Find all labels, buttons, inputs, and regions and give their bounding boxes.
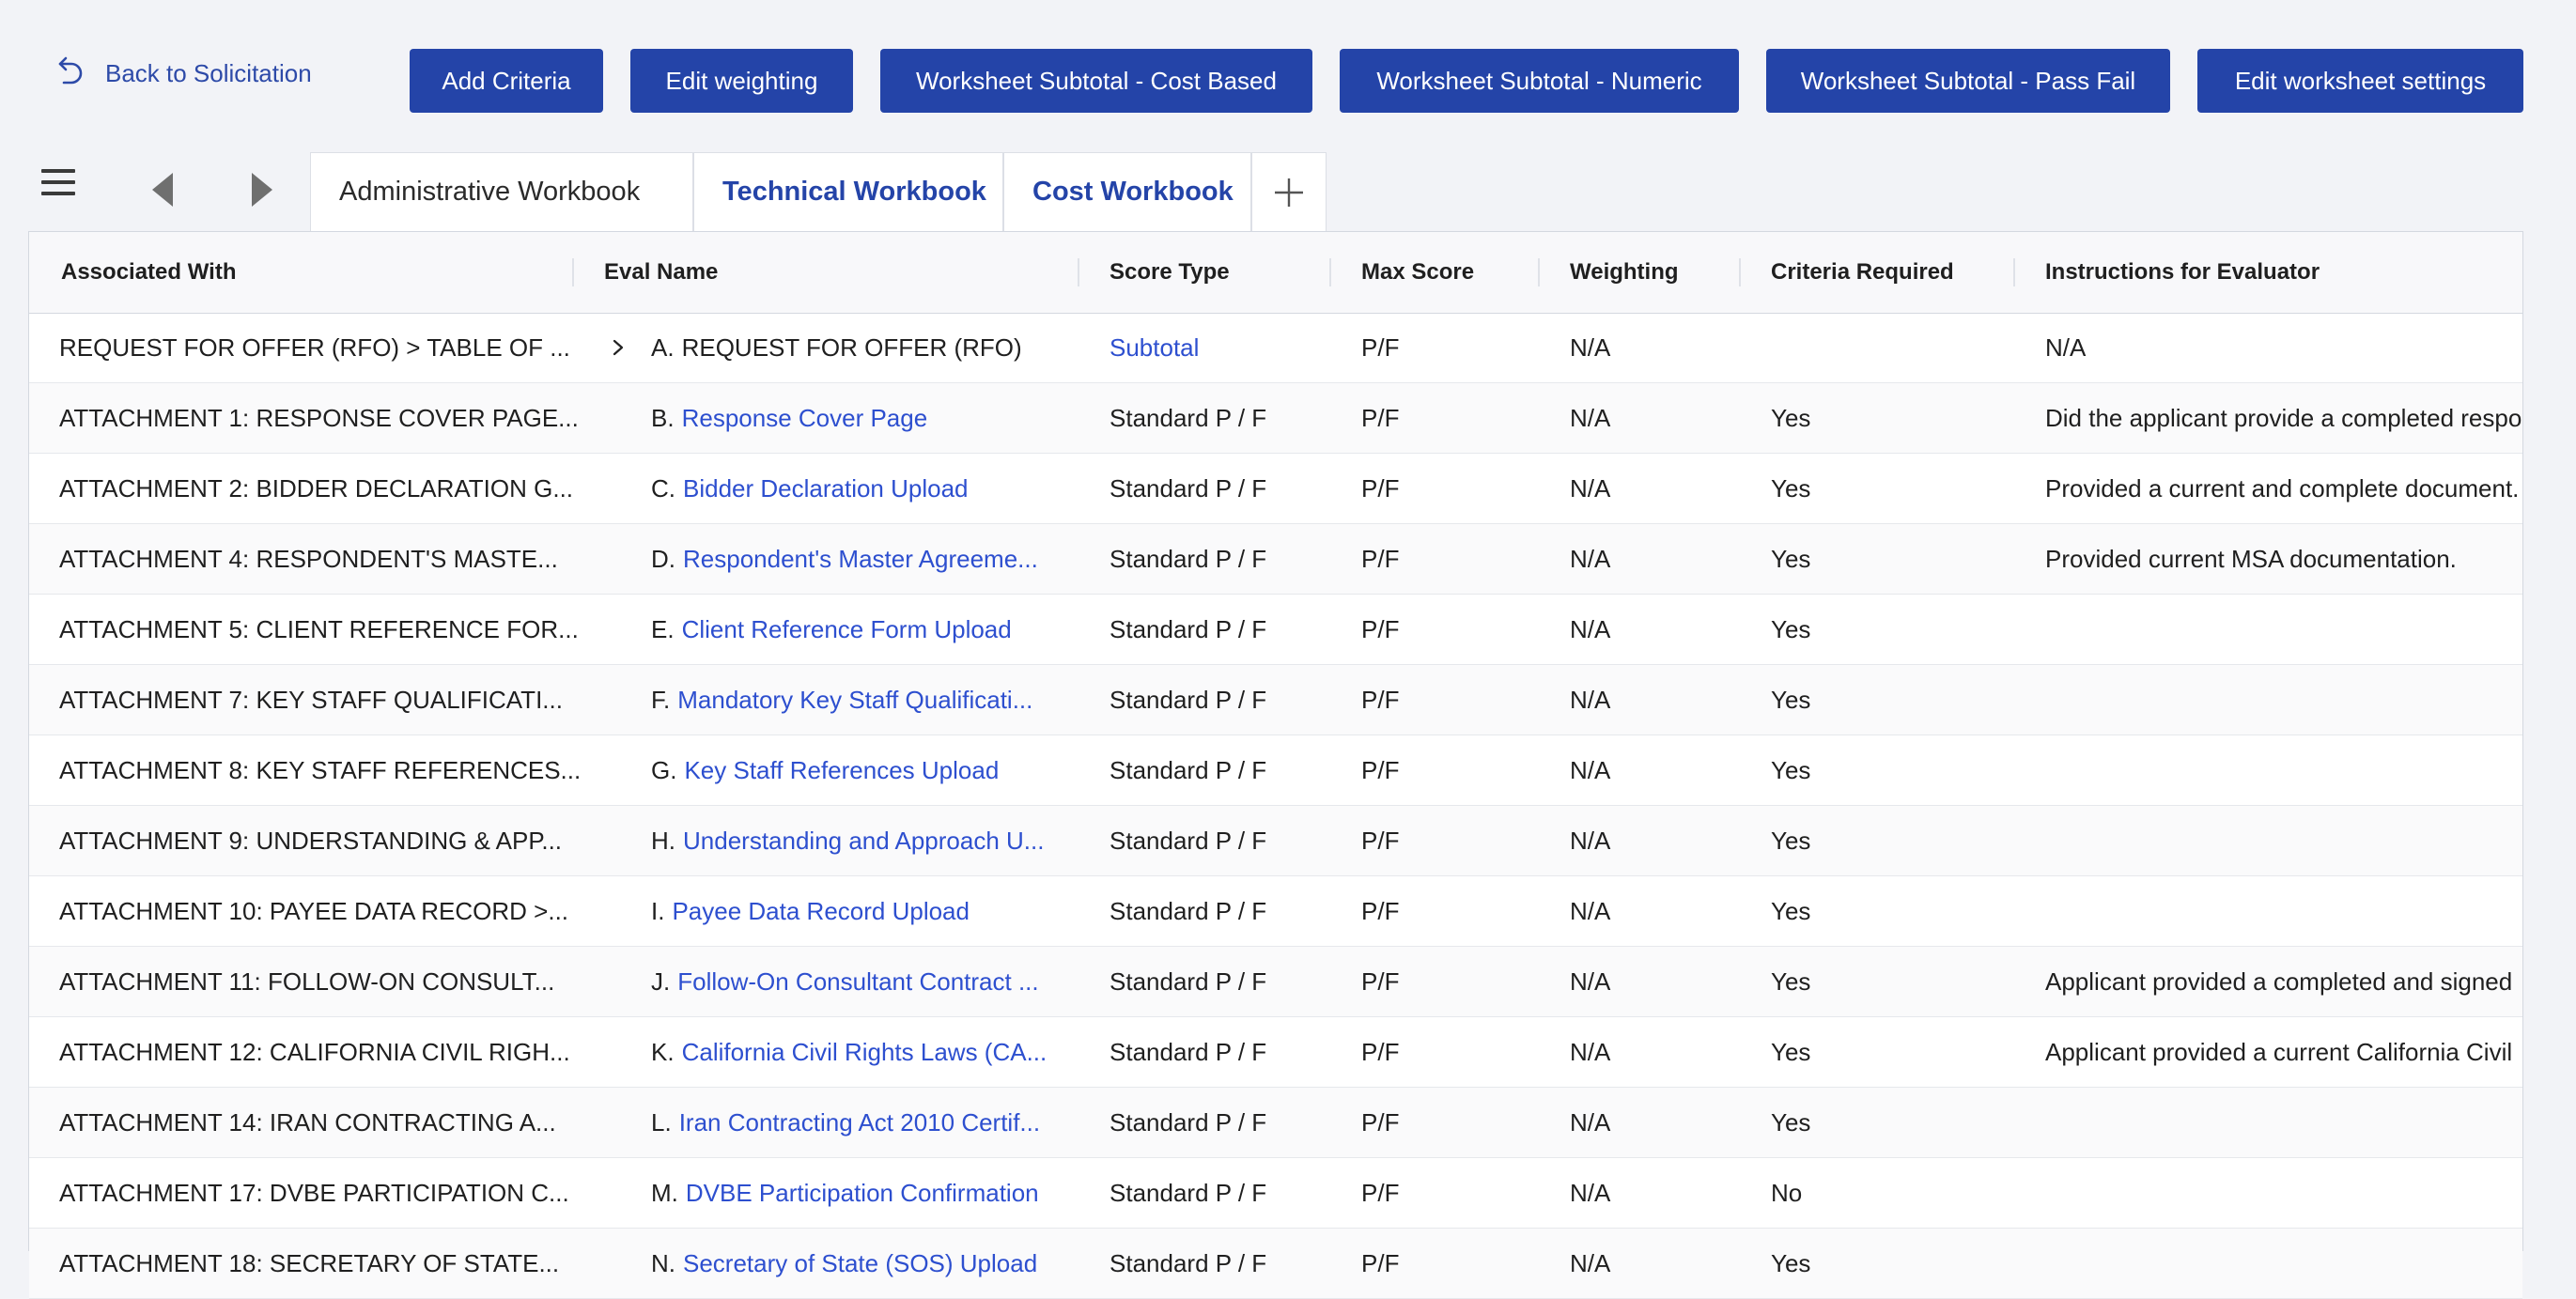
- eval-name-text: REQUEST FOR OFFER (RFO): [681, 332, 1022, 362]
- eval-name-prefix: L.: [651, 1107, 672, 1137]
- max-score-cell: P/F: [1361, 685, 1400, 714]
- eval-name-prefix: N.: [651, 1248, 675, 1277]
- eval-name-prefix: D.: [651, 544, 675, 573]
- criteria-required-cell: Yes: [1771, 473, 1811, 503]
- instructions-cell: [2045, 735, 2534, 805]
- instructions-cell: Provided a current and complete document.: [2045, 473, 2520, 503]
- eval-name-link[interactable]: Secretary of State (SOS) Upload: [683, 1248, 1038, 1277]
- table-row[interactable]: [29, 1017, 2522, 1088]
- column-resizer[interactable]: [572, 258, 574, 286]
- max-score-cell: P/F: [1361, 755, 1400, 784]
- weighting-cell: N/A: [1570, 614, 1611, 643]
- score-type-cell: Standard P / F: [1110, 614, 1267, 643]
- criteria-required-cell: Yes: [1771, 896, 1811, 925]
- header-criteria-required[interactable]: Criteria Required: [1771, 259, 1954, 285]
- eval-name-cell: [651, 806, 1074, 875]
- associated-with-cell: ATTACHMENT 17: DVBE PARTICIPATION C...: [59, 1178, 569, 1207]
- score-type-cell: Standard P / F: [1110, 685, 1267, 714]
- eval-name-link[interactable]: Understanding and Approach U...: [683, 826, 1045, 855]
- associated-with-cell: ATTACHMENT 8: KEY STAFF REFERENCES...: [59, 755, 582, 784]
- header-instructions-for-evaluator[interactable]: Instructions for Evaluator: [2045, 259, 2320, 285]
- associated-with-cell: ATTACHMENT 10: PAYEE DATA RECORD >...: [59, 896, 569, 925]
- score-type-cell: Standard P / F: [1110, 1178, 1267, 1207]
- menu-bar: [41, 192, 75, 195]
- associated-with-cell: ATTACHMENT 4: RESPONDENT'S MASTE...: [59, 544, 558, 573]
- max-score-cell: P/F: [1361, 1107, 1400, 1137]
- column-resizer[interactable]: [1078, 258, 1079, 286]
- return-arrow-icon: [53, 54, 86, 92]
- instructions-cell: Applicant provided a completed and signed: [2045, 967, 2513, 996]
- weighting-cell: N/A: [1570, 332, 1611, 362]
- instructions-cell: [2045, 1229, 2534, 1298]
- grid-header: [29, 232, 2522, 314]
- eval-name-prefix: C.: [651, 473, 675, 503]
- eval-name-link[interactable]: DVBE Participation Confirmation: [685, 1178, 1039, 1207]
- score-type-link[interactable]: Subtotal: [1110, 332, 1200, 362]
- eval-name-link[interactable]: Key Staff References Upload: [684, 755, 1000, 784]
- eval-name-prefix: I.: [651, 896, 665, 925]
- eval-name-prefix: J.: [651, 967, 671, 996]
- weighting-cell: N/A: [1570, 1107, 1611, 1137]
- associated-with-cell: ATTACHMENT 5: CLIENT REFERENCE FOR...: [59, 614, 579, 643]
- criteria-required-cell: Yes: [1771, 614, 1811, 643]
- table-row[interactable]: [29, 665, 2522, 735]
- column-resizer[interactable]: [1739, 258, 1741, 286]
- eval-name-cell: [651, 1229, 1074, 1298]
- eval-name-cell: [651, 1158, 1074, 1228]
- score-type-cell: Standard P / F: [1110, 1037, 1267, 1066]
- max-score-cell: P/F: [1361, 544, 1400, 573]
- grid-rows: [29, 313, 2522, 1299]
- eval-name-link[interactable]: Payee Data Record Upload: [672, 896, 970, 925]
- header-eval-name[interactable]: Eval Name: [604, 259, 719, 285]
- eval-name-prefix: H.: [651, 826, 675, 855]
- eval-name-cell: [651, 1088, 1074, 1157]
- eval-name-cell: [651, 665, 1074, 735]
- score-type-cell: Standard P / F: [1110, 403, 1267, 432]
- header-score-type[interactable]: Score Type: [1110, 259, 1230, 285]
- header-max-score[interactable]: Max Score: [1361, 259, 1475, 285]
- instructions-cell: Did the applicant provide a completed respo: [2045, 403, 2522, 432]
- eval-name-cell: [651, 876, 1074, 946]
- header-associated-with[interactable]: Associated With: [61, 259, 237, 285]
- criteria-required-cell: Yes: [1771, 755, 1811, 784]
- table-row[interactable]: [29, 1158, 2522, 1229]
- eval-name-prefix: K.: [651, 1037, 675, 1066]
- score-type-cell: Standard P / F: [1110, 967, 1267, 996]
- edit-weighting-button[interactable]: Edit weighting: [630, 49, 853, 113]
- associated-with-cell: ATTACHMENT 2: BIDDER DECLARATION G...: [59, 473, 574, 503]
- associated-with-cell: ATTACHMENT 1: RESPONSE COVER PAGE...: [59, 403, 579, 432]
- associated-with-cell: ATTACHMENT 7: KEY STAFF QUALIFICATI...: [59, 685, 563, 714]
- eval-name-cell: [651, 454, 1074, 523]
- column-resizer[interactable]: [1329, 258, 1331, 286]
- eval-name-prefix: B.: [651, 403, 675, 432]
- weighting-cell: N/A: [1570, 1178, 1611, 1207]
- weighting-cell: N/A: [1570, 896, 1611, 925]
- workbook-tabs: [310, 152, 1327, 231]
- table-row[interactable]: [29, 524, 2522, 595]
- max-score-cell: P/F: [1361, 332, 1400, 362]
- table-row[interactable]: [29, 454, 2522, 524]
- edit-worksheet-settings-button[interactable]: Edit worksheet settings: [2197, 49, 2523, 113]
- max-score-cell: P/F: [1361, 967, 1400, 996]
- max-score-cell: P/F: [1361, 826, 1400, 855]
- worksheet-subtotal-cost-button[interactable]: Worksheet Subtotal - Cost Based: [880, 49, 1312, 113]
- associated-with-cell: ATTACHMENT 18: SECRETARY OF STATE...: [59, 1248, 560, 1277]
- associated-with-cell: ATTACHMENT 9: UNDERSTANDING & APP...: [59, 826, 563, 855]
- criteria-required-cell: Yes: [1771, 826, 1811, 855]
- instructions-cell: [2045, 595, 2534, 664]
- weighting-cell: N/A: [1570, 755, 1611, 784]
- criteria-required-cell: Yes: [1771, 544, 1811, 573]
- associated-with-cell: ATTACHMENT 11: FOLLOW-ON CONSULT...: [59, 967, 555, 996]
- menu-bar: [41, 169, 75, 173]
- criteria-grid: [28, 231, 2523, 1277]
- instructions-cell: [2045, 876, 2534, 946]
- criteria-required-cell: Yes: [1771, 403, 1811, 432]
- eval-name-cell: [651, 383, 1074, 453]
- score-type-cell: Standard P / F: [1110, 1248, 1267, 1277]
- table-row[interactable]: [29, 383, 2522, 454]
- add-tab-button[interactable]: [1251, 152, 1327, 231]
- criteria-required-cell: Yes: [1771, 685, 1811, 714]
- score-type-cell: Standard P / F: [1110, 826, 1267, 855]
- score-type-cell: Standard P / F: [1110, 544, 1267, 573]
- tab-technical-workbook[interactable]: Technical Workbook: [693, 152, 1003, 231]
- chevron-right-icon[interactable]: [604, 313, 632, 382]
- eval-name-link[interactable]: Bidder Declaration Upload: [683, 473, 969, 503]
- eval-name-prefix: M.: [651, 1178, 678, 1207]
- score-type-cell: Standard P / F: [1110, 473, 1267, 503]
- eval-name-link[interactable]: California Civil Rights Laws (CA...: [681, 1037, 1047, 1066]
- tab-cost-workbook[interactable]: Cost Workbook: [1003, 152, 1251, 231]
- plus-icon: [1272, 176, 1306, 209]
- instructions-cell: [2045, 665, 2534, 735]
- criteria-required-cell: Yes: [1771, 967, 1811, 996]
- column-resizer[interactable]: [1538, 258, 1540, 286]
- eval-name-link[interactable]: Respondent's Master Agreeme...: [683, 544, 1038, 573]
- max-score-cell: P/F: [1361, 896, 1400, 925]
- table-row[interactable]: [29, 1088, 2522, 1158]
- previous-tab-arrow-icon[interactable]: [147, 169, 178, 210]
- instructions-cell: [2045, 1088, 2534, 1157]
- eval-name-prefix: E.: [651, 614, 675, 643]
- max-score-cell: P/F: [1361, 1248, 1400, 1277]
- score-type-cell: Standard P / F: [1110, 896, 1267, 925]
- table-row[interactable]: [29, 947, 2522, 1017]
- weighting-cell: N/A: [1570, 967, 1611, 996]
- max-score-cell: P/F: [1361, 1037, 1400, 1066]
- score-type-cell: Standard P / F: [1110, 1107, 1267, 1137]
- weighting-cell: N/A: [1570, 1037, 1611, 1066]
- eval-name-cell: [651, 1017, 1074, 1087]
- column-resizer[interactable]: [2013, 258, 2015, 286]
- associated-with-cell: REQUEST FOR OFFER (RFO) > TABLE OF ...: [59, 332, 570, 362]
- eval-name-link[interactable]: Mandatory Key Staff Qualificati...: [677, 685, 1033, 714]
- eval-name-cell: [651, 947, 1074, 1016]
- instructions-cell: Applicant provided a current California Civil: [2045, 1037, 2513, 1066]
- max-score-cell: P/F: [1361, 1178, 1400, 1207]
- eval-name-cell: [651, 595, 1074, 664]
- add-criteria-button[interactable]: Add Criteria: [410, 49, 603, 113]
- eval-name-link[interactable]: Follow-On Consultant Contract ...: [677, 967, 1039, 996]
- weighting-cell: N/A: [1570, 826, 1611, 855]
- table-row[interactable]: [29, 806, 2522, 876]
- eval-name-prefix: A.: [651, 332, 675, 362]
- worksheet-subtotal-numeric-button[interactable]: Worksheet Subtotal - Numeric: [1340, 49, 1739, 113]
- tab-administrative-workbook[interactable]: Administrative Workbook: [310, 152, 693, 231]
- eval-name-prefix: F.: [651, 685, 671, 714]
- criteria-required-cell: Yes: [1771, 1248, 1811, 1277]
- table-row[interactable]: [29, 876, 2522, 947]
- instructions-cell: Provided current MSA documentation.: [2045, 544, 2457, 573]
- weighting-cell: N/A: [1570, 1248, 1611, 1277]
- weighting-cell: N/A: [1570, 403, 1611, 432]
- eval-name-cell: [651, 313, 1074, 382]
- weighting-cell: N/A: [1570, 473, 1611, 503]
- back-to-solicitation-link[interactable]: [53, 53, 312, 94]
- instructions-cell: [2045, 806, 2534, 875]
- instructions-cell: N/A: [2045, 332, 2087, 362]
- eval-name-link[interactable]: Client Reference Form Upload: [681, 614, 1012, 643]
- weighting-cell: N/A: [1570, 544, 1611, 573]
- associated-with-cell: ATTACHMENT 12: CALIFORNIA CIVIL RIGH...: [59, 1037, 570, 1066]
- criteria-required-cell: No: [1771, 1178, 1803, 1207]
- max-score-cell: P/F: [1361, 403, 1400, 432]
- associated-with-cell: ATTACHMENT 14: IRAN CONTRACTING A...: [59, 1107, 556, 1137]
- instructions-cell: [2045, 1158, 2534, 1228]
- score-type-cell: Standard P / F: [1110, 755, 1267, 784]
- table-row[interactable]: [29, 313, 2522, 383]
- hamburger-menu-icon[interactable]: [41, 169, 75, 199]
- header-weighting[interactable]: Weighting: [1570, 259, 1679, 285]
- back-link-label: Back to Solicitation: [105, 58, 312, 87]
- eval-name-link[interactable]: Iran Contracting Act 2010 Certif...: [678, 1107, 1041, 1137]
- eval-name-link[interactable]: Response Cover Page: [681, 403, 928, 432]
- eval-name-cell: [651, 524, 1074, 594]
- criteria-required-cell: Yes: [1771, 1037, 1811, 1066]
- worksheet-subtotal-passfail-button[interactable]: Worksheet Subtotal - Pass Fail: [1766, 49, 2170, 113]
- weighting-cell: N/A: [1570, 685, 1611, 714]
- criteria-required-cell: [1771, 313, 2006, 382]
- eval-name-cell: [651, 735, 1074, 805]
- table-row[interactable]: [29, 595, 2522, 665]
- menu-bar: [41, 180, 75, 184]
- eval-name-prefix: G.: [651, 755, 677, 784]
- criteria-required-cell: Yes: [1771, 1107, 1811, 1137]
- table-row[interactable]: [29, 735, 2522, 806]
- max-score-cell: P/F: [1361, 614, 1400, 643]
- max-score-cell: P/F: [1361, 473, 1400, 503]
- table-row[interactable]: [29, 1229, 2522, 1299]
- next-tab-arrow-icon[interactable]: [246, 169, 278, 210]
